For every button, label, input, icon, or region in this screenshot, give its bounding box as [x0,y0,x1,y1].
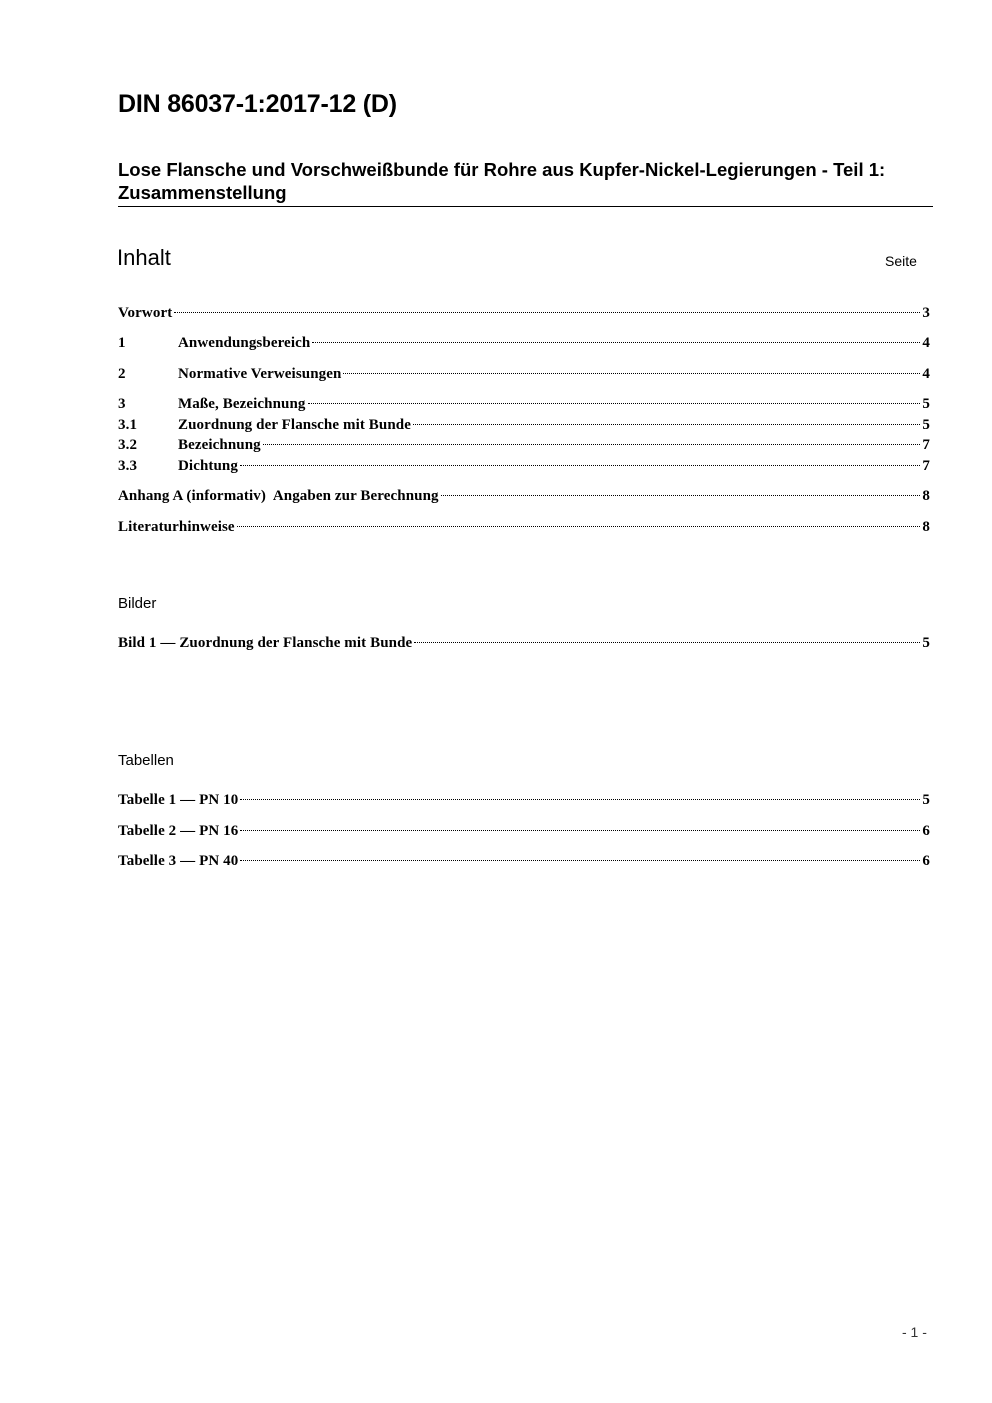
toc-entry-number: 3.3 [118,458,138,474]
toc-entry-number: 3.2 [118,437,138,453]
toc-entry-literaturhinweise[interactable] [118,518,930,536]
toc-leader [174,312,920,313]
toc-entry-2[interactable] [118,365,930,383]
toc-leader [237,526,921,527]
toc-leader [312,342,920,343]
toc-entry-number: 3 [118,396,126,412]
toc-leader [343,373,920,374]
toc-entry-anhang-a[interactable] [118,487,930,505]
toc-entry-3[interactable] [118,395,930,413]
toc-entry-page: 7 [922,437,930,453]
toc-leader [240,860,920,861]
toc-entry-page: 4 [922,335,930,351]
page-column-label: Seite [885,253,917,269]
toc-leader [240,799,920,800]
toc-entry-page: 8 [922,488,930,504]
toc-entry-label: Normative Verweisungen [178,366,342,382]
table-entry-2[interactable] [118,822,930,840]
table-entry-page: 6 [922,853,930,869]
toc-entry-label: Maße, Bezeichnung [178,396,306,412]
figure-entry-page: 5 [922,635,930,651]
tables-heading: Tabellen [118,752,174,769]
toc-leader [413,424,920,425]
toc-entry-page: 3 [922,305,930,321]
table-entry-1[interactable] [118,791,930,809]
toc-entry-number: 2 [118,366,126,382]
table-entry-page: 5 [922,792,930,808]
figure-entry-label: Bild 1 — Zuordnung der Flansche mit Bunde [118,635,413,651]
toc-entry-label: Literaturhinweise [118,519,235,535]
toc-entry-label: Vorwort [118,305,173,321]
toc-entry-page: 5 [922,417,930,433]
toc-entry-page: 7 [922,458,930,474]
toc-leader [240,830,920,831]
toc-leader [263,444,921,445]
toc-entry-number: 3.1 [118,417,138,433]
document-id: DIN 86037-1:2017-12 (D) [118,90,397,118]
figures-heading: Bilder [118,595,157,612]
toc-leader [240,465,920,466]
toc-entry-number: 1 [118,335,126,351]
toc-entry-page: 5 [922,396,930,412]
table-entry-label: Tabelle 2 — PN 16 [118,823,239,839]
table-entry-label: Tabelle 1 — PN 10 [118,792,239,808]
table-entry-page: 6 [922,823,930,839]
document-title: Lose Flansche und Vorschweißbunde für Rohre aus Kupfer-Nickel-Legierungen - Teil 1: Zusammenstellung [118,158,933,207]
toc-entry-3-2[interactable] [118,436,930,454]
page-number: - 1 - [902,1324,927,1340]
table-entry-label: Tabelle 3 — PN 40 [118,853,239,869]
toc-entry-vorwort[interactable] [118,304,930,322]
toc-entry-label: Anwendungsbereich [178,335,311,351]
toc-entry-3-1[interactable] [118,416,930,434]
toc-entry-label: Anhang A (informativ) Angaben zur Berechnung [118,488,439,504]
figure-entry-1[interactable] [118,634,930,652]
toc-entry-page: 4 [922,366,930,382]
toc-leader [414,642,920,643]
toc-leader [308,403,921,404]
toc-entry-label: Bezeichnung [178,437,261,453]
toc-entry-1[interactable] [118,334,930,352]
toc-entry-3-3[interactable] [118,457,930,475]
toc-entry-page: 8 [922,519,930,535]
table-entry-3[interactable] [118,852,930,870]
toc-leader [441,495,921,496]
toc-entry-label: Zuordnung der Flansche mit Bunde [178,417,411,433]
toc-entry-label: Dichtung [178,458,238,474]
toc-heading: Inhalt [117,245,171,270]
